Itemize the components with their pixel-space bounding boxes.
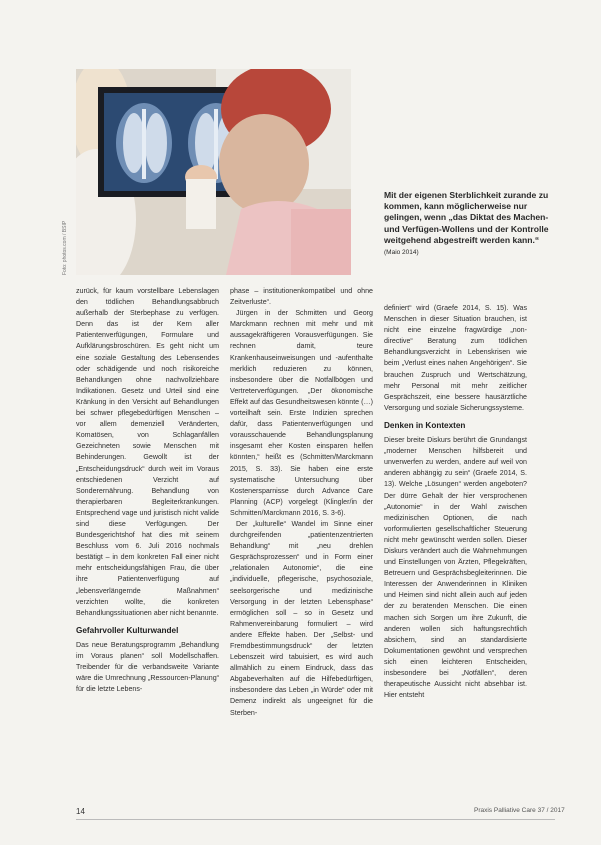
paragraph: Das neue Beratungsprogramm „Behandlung im Voraus planen“ soll Modellschaffen. Treibender für die verbandsweite Variante wäre die Umrechnung „Ressourcen-Planung“ für die letzte Lebens- — [76, 640, 219, 694]
pull-quote — [384, 190, 554, 258]
section-heading: Gefahrvoller Kulturwandel — [76, 625, 179, 635]
paragraph: zurück, für kaum vorstellbare Lebenslagen den tödlichen Behandlungsabbruch außerhalb der Sterbephase zu verfügen. Denn das ist der Kern aller Patientenverfügungen, Formulare und Aufklärungsbroschüren. Es geht nicht um eine soziale Gestaltung des Lebensendes oder schädigende und noch risikoreiche Behandlungen ohne nachvollziehbare Indikationen. Gesetz und Urteil sind eine Kränkung in den Versicht auf Behandlungen bei schwer pflegebedürftigen Menschen – vor allem demenziell Veränderten, Komatösen, von Schlaganfällen Gezeichneten sowie Menschen mit Behinderungen. Gewollt ist der „Entscheidungsdruck“ durch weit im Voraus entschiedenen Verzicht auf Sonderernährung. Behandlung von therapierbaren Begleiterkrankungen. Entsprechend vage und juristisch nicht valide sind diese Verfügungen. Der Bundesgerichtshof hat dies mit seinem Beschluss vom 6. Juli 2016 nochmals bestätigt – in dem konkreten Fall einer nicht mehr entscheidungsfähigen Frau, die über ihre Patientenverfügung auf „lebensverlängernde Maßnahmen“ verzichten wollte, die konkreten Behandlungssituationen aber nicht benannte. — [76, 287, 219, 617]
photo-credit: Foto: photos.com / BSIP — [62, 220, 68, 275]
column-2 — [230, 286, 373, 719]
page-number: 14 — [76, 807, 85, 816]
column-3 — [384, 303, 527, 701]
section-heading: Denken in Kontexten — [384, 420, 466, 430]
xray-photo — [76, 69, 351, 275]
publication-footer: Praxis Palliative Care 37 / 2017 — [474, 807, 565, 814]
paragraph: definiert“ wird (Graefe 2014, S. 15). Was Menschen in dieser Situation brauchen, ist nicht eine einzelne fragwürdige „non-directive“ Beratung zum tödlichen Behandlungsverzicht in Lebenskrisen wie beim „Verlust eines nahen Angehörigen“. Sie brauchen Zuspruch und Wertschätzung, mehr Personal mit mehr zeitlicher Gesprächszeit, eine bessere hausärztliche Versorgung und soziale Sicherungssysteme. — [384, 304, 527, 412]
xray-photo-illustration — [76, 69, 351, 275]
paragraph: Jürgen in der Schmitten und Georg Marckmann rechnen mit mehr und mit aussagekräftigeren Vorausverfügungen. Sie rechnen damit, teure Krankenhauseinweisungen und -aufenthalte merklich reduzieren zu können, insbesondere über die Notfallbögen und Vertreterverfügungen. „Der ökonomische Effekt auf das Gesundheitswesen könnte (…) vorteilhaft sein. Erste Indizien sprechen dafür, dass Patientenverfügungen und vorausschauende Behandlungsplanung insgesamt eher Kosten einsparen helfen könnten,“ heißt es (Schmitten/Marckmann 2015, S. 33). Sie haben eine erste systematische Untersuchung über Kostenersparnisse durch Advance Care Planning (ACP) vorgelegt (Klingler/in der Schmitten/Marckmann 2016, S. 3-6). — [230, 309, 373, 517]
column-1 — [76, 286, 219, 695]
pull-quote-text: Mit der eigenen Sterblichkeit zurande zu kommen, kann möglicherweise nur gelingen, wenn „das Diktat des Machen- und Verfügen-Wollens und der Kontrolle weitgehend abgestreift werden kann.“ — [384, 190, 549, 245]
pull-quote-cite: (Maio 2014) — [384, 249, 419, 257]
footer-divider — [76, 819, 555, 820]
paragraph: Der „kulturelle“ Wandel im Sinne einer durchgreifenden „patientenzentrierten Behandlung“ mit „neu drehlen Gesprächsprozessen“ und in Form einer „relationalen Autonomie“, die eine „individuelle, pflegerische, psychosoziale, seelsorgerische und medizinische Versorgung in der letzten Lebensphase“ ermöglichen soll – so in Gesetz und Rahmenvereinbarung formuliert – wird andere Effekte haben. Der „Selbst- und Fremdbestimmungsdruck“ der letzten Lebenszeit wird tabuisiert, es wird auch allmählich zu einem Eindruck, dass das Abgabeverhalten auf die Hilfebedürftigen, insbesondere das Leben „in Würde“ oder mit Demenz indirekt als ungeeignet für die Sterben- — [230, 519, 373, 717]
paragraph: Dieser breite Diskurs berührt die Grundangst „moderner Menschen hilfsbereit und unverwerfen zu werden, andere auf weil von anderen abhängig zu sein“ (Graefe 2014, S. 13). Welche „Lösungen“ werden angeboten? Der dürre Gehalt der hier versprochenen „Autonomie“ in der Wahl zwischen medizinischen Optionen, die nach vorformulierten gesellschaftlicher Steuerung nicht mehr gewünscht werden sollen. Dieser Diskurs verändert auch die Wahrnehmungen und Einstellungen von Ärzten, Pflegekräften, Betreuern und Gesprächsbegleiterinnen. Die Interessen der Anwenderinnen in Kliniken und Heimen sind nicht allein auch auf jeden der zu beratenden Menschen. Die einen machen sich Sorgen um ihre Zukunft, die anderen wollen sich haftungsrechtlich absichern, sind an standardisierte Dokumentationen gewöhnt und versprechen sich einen leichteren Entscheiden, insbesondere bei „Notfällen“, deren therapeutische Aussicht nicht absehbar ist. Hier entsteht — [384, 436, 527, 700]
paragraph: phase – institutionenkompatibel und ohne Zeitverluste“. — [230, 287, 373, 307]
